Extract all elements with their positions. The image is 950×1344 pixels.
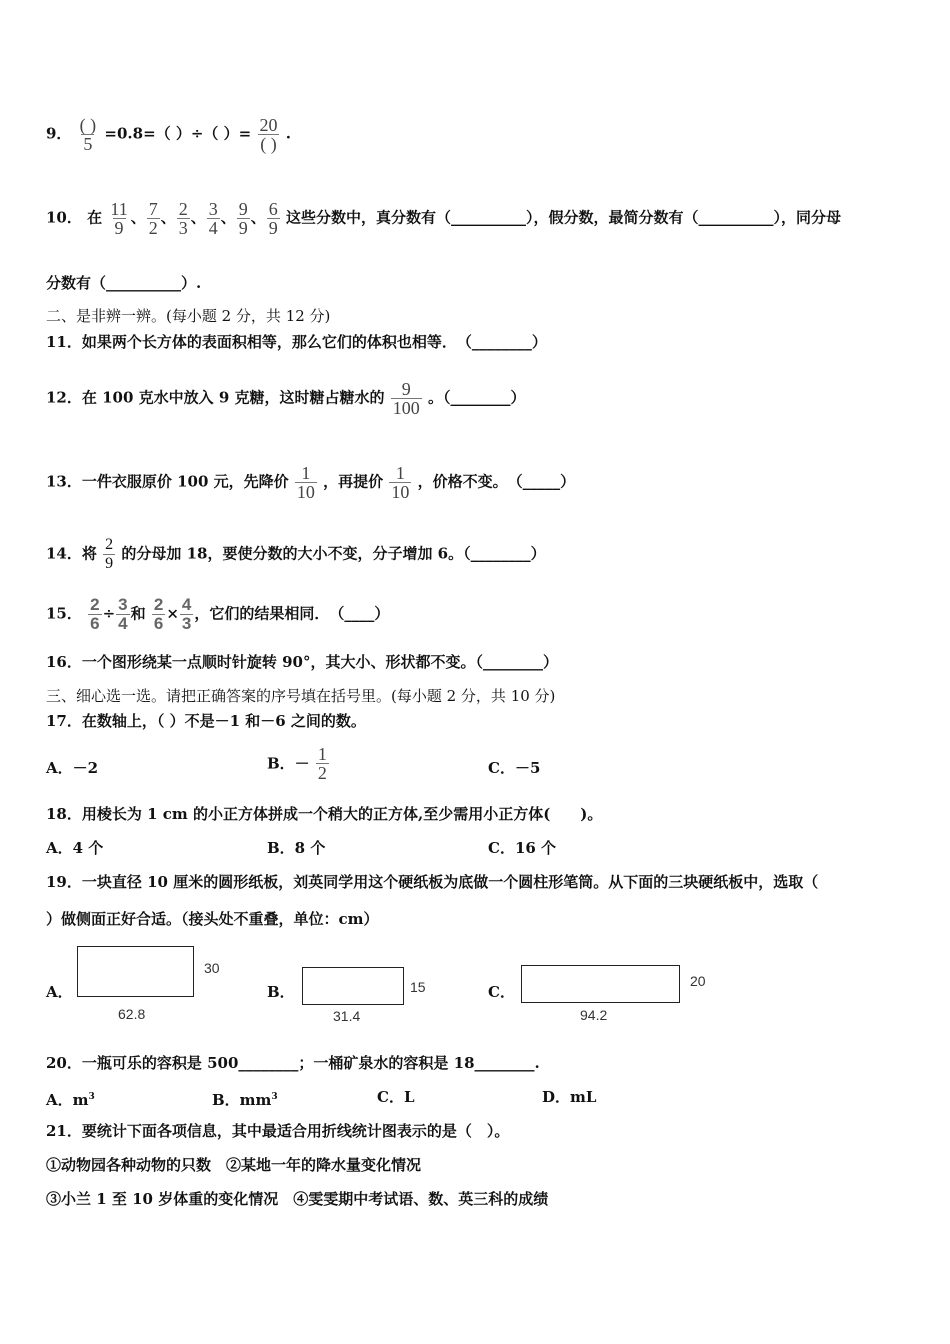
question-19-cont: ）做侧面正好合适。（接头处不重叠，单位：cm） <box>46 910 379 928</box>
option-c[interactable]: C．－5 <box>488 759 541 777</box>
height-label: 15 <box>410 979 426 995</box>
question-number: 9． <box>46 124 72 143</box>
section-heading: 三、细心选一选。请把正确答案的序号填在括号里。(每小题 2 分，共 10 分) <box>46 687 556 705</box>
width-label: 94.2 <box>580 1007 608 1023</box>
question-number: 18． <box>46 805 82 823</box>
question-17 <box>46 711 366 731</box>
question-text: 一个图形绕某一点顺时针旋转 90°，其大小、形状都不变。（________） <box>81 653 558 671</box>
question-text: 用棱长为 1 cm 的小正方体拼成一个稍大的正方体,至少需用小正方体( )。 <box>81 805 603 823</box>
fraction: $\frac{7}{2}$ <box>148 199 158 238</box>
option-b[interactable]: B． <box>267 983 295 1001</box>
question-number: 14． <box>46 544 82 563</box>
question-text: =0.8=（ ）÷（ ）= <box>104 124 252 143</box>
option-a[interactable]: A． <box>46 983 73 1001</box>
question-18 <box>46 804 602 824</box>
option-d[interactable]: D．mL <box>542 1088 597 1106</box>
question-12: 12．在 100 克水中放入 9 克糖，这时糖占糖水的 $\frac{9}{100}$ 。（________） <box>46 379 526 418</box>
fraction: $\frac{2}{6}$ <box>153 595 164 633</box>
fraction: $\frac{2}{9}$ <box>105 536 114 572</box>
question-number: 20． <box>46 1054 82 1072</box>
fraction: $\frac{9}{9}$ <box>238 199 248 238</box>
option-c[interactable]: C． <box>488 983 515 1001</box>
question-text: 一瓶可乐的容积是 500________；一桶矿泉水的容积是 18________. <box>81 1054 540 1072</box>
question-16 <box>46 652 558 672</box>
fraction: $\frac{( )}{5}$ <box>79 115 97 154</box>
height-label: 30 <box>204 960 220 976</box>
fraction: $\frac{1}{10}$ <box>296 463 315 502</box>
question-number: 16． <box>46 653 82 671</box>
option-b[interactable]: B．8 个 <box>267 839 326 857</box>
question-21 <box>46 1121 509 1141</box>
option-a[interactable]: A．4 个 <box>46 839 104 857</box>
fraction: $\frac{11}{9}$ <box>110 199 128 238</box>
question-11 <box>46 332 547 352</box>
fraction: $\frac{1}{10}$ <box>391 463 410 502</box>
question-21-choices-1: ①动物园各种动物的只数 ②某地一年的降水量变化情况 <box>46 1156 422 1174</box>
question-text: 要统计下面各项信息，其中最适合用折线统计图表示的是（ ）。 <box>81 1122 510 1140</box>
question-9: 9． $\frac{( )}{5}$ =0.8=（ ）÷（ ）= $\frac{20}{( )}$ . <box>46 115 291 154</box>
question-text: 在 100 克水中放入 9 克糖，这时糖占糖水的 <box>81 388 385 407</box>
fraction: $\frac{2}{6}$ <box>90 595 100 633</box>
question-text: 如果两个长方体的表面积相等，那么它们的体积也相等． （________） <box>81 333 547 351</box>
question-15: 15． $\frac{2}{6}$ ÷ $\frac{3}{4}$ 和 $\frac{2}{6}$ × $\frac{4}{3}$ ，它们的结果相同． （____） <box>46 595 390 633</box>
question-14: 14．将 $\frac{2}{9}$ 的分母加 18，要使分数的大小不变，分子增加 6。（________） <box>46 536 546 572</box>
question-10-cont: 分数有（__________）. <box>46 274 202 292</box>
rectangle-b <box>302 967 404 1005</box>
option-b[interactable]: B．－ $\frac{1}{2}$ <box>267 744 327 783</box>
question-21-choices-2: ③小兰 1 至 10 岁体重的变化情况 ④雯雯期中考试语、数、英三科的成绩 <box>46 1190 549 1208</box>
question-number: 12． <box>46 388 82 407</box>
question-20 <box>46 1053 540 1073</box>
rectangle-c <box>521 965 680 1003</box>
section-heading: 二、是非辨一辨。(每小题 2 分，共 12 分) <box>46 307 331 325</box>
question-19 <box>46 872 818 892</box>
question-number: 15． <box>46 604 82 623</box>
question-10: 10． 在 $\frac{11}{9}$ 、 $\frac{7}{2}$ 、 $\frac{2}{3}$ 、 $\frac{3}{4}$ 、 $\frac{9}{9}$ 、 $\frac{6}{9}$ 这些分数中，真分数有（__________），假分数，最简分数有（__________），同分母 <box>46 199 842 238</box>
fraction: $\frac{20}{( )}$ <box>259 115 278 154</box>
fraction: $\frac{4}{3}$ <box>181 595 192 633</box>
question-number: 11． <box>46 333 82 351</box>
question-number: 13． <box>46 472 82 491</box>
width-label: 62.8 <box>118 1006 146 1022</box>
height-label: 20 <box>690 973 706 989</box>
question-text: 这些分数中，真分数有（__________），假分数，最简分数有（__________），同分母 <box>286 208 842 227</box>
fraction: $\frac{2}{3}$ <box>178 199 188 238</box>
option-b[interactable]: B．$mm^3$ <box>212 1091 278 1109</box>
fraction: $\frac{9}{100}$ <box>392 379 420 418</box>
fraction: $\frac{6}{9}$ <box>268 199 278 238</box>
question-13: 13．一件衣服原价 100 元，先降价 $\frac{1}{10}$ ，再提价 $\frac{1}{10}$ ，价格不变。 （_____） <box>46 463 576 502</box>
question-number: 17． <box>46 712 82 730</box>
width-label: 31.4 <box>333 1008 361 1024</box>
option-a[interactable]: A．$m^3$ <box>46 1091 95 1109</box>
question-number: 21． <box>46 1122 82 1140</box>
question-text: 一块直径 10 厘米的圆形纸板，刘英同学用这个硬纸板为底做一个圆柱形笔筒。从下面的三块硬纸板中，选取（ <box>81 873 819 891</box>
fraction: $\frac{3}{4}$ <box>208 199 218 238</box>
option-c[interactable]: C．L <box>377 1088 415 1106</box>
rectangle-a <box>77 946 194 997</box>
question-number: 19． <box>46 873 82 891</box>
option-a[interactable]: A．－2 <box>46 759 99 777</box>
question-text: 在数轴上，（ ）不是－1 和－6 之间的数。 <box>81 712 366 730</box>
fraction: $\frac{1}{2}$ <box>317 744 327 783</box>
fraction: $\frac{3}{4}$ <box>118 595 128 633</box>
option-c[interactable]: C．16 个 <box>488 839 557 857</box>
question-number: 10． <box>46 208 82 227</box>
